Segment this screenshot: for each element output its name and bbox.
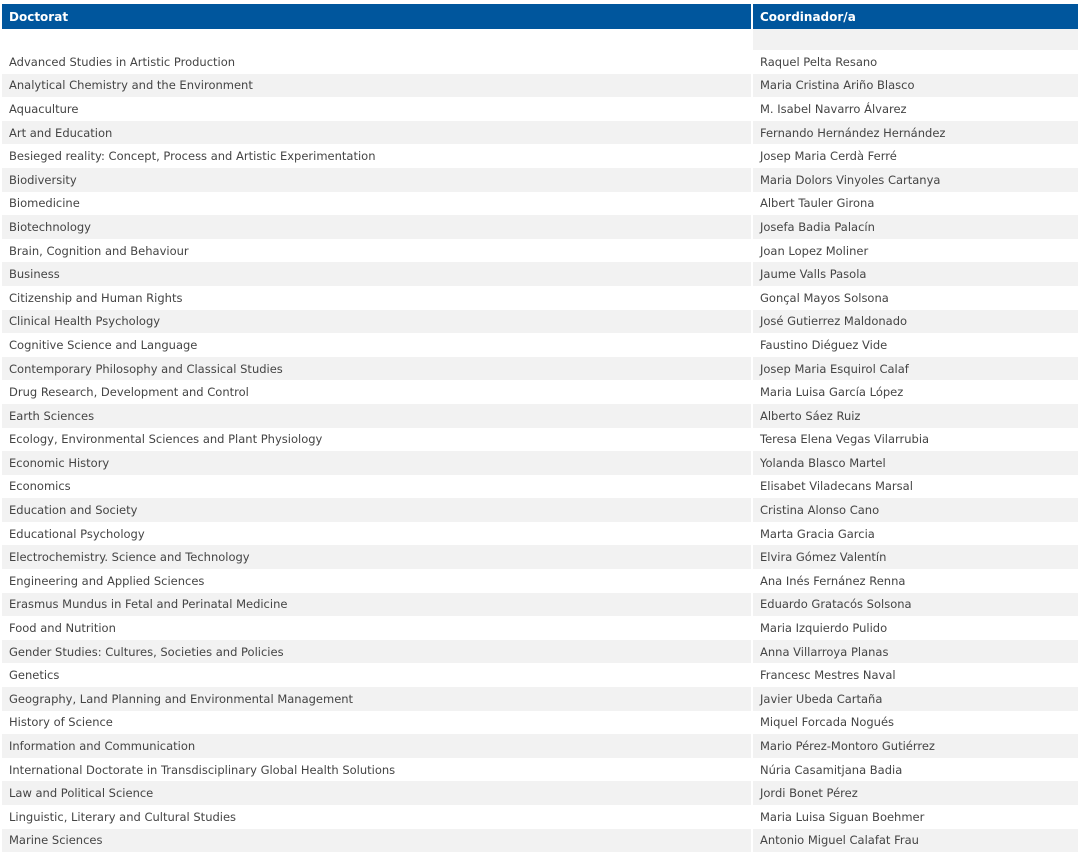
program-cell: Erasmus Mundus in Fetal and Perinatal Medicine [2, 593, 753, 617]
program-cell: History of Science [2, 711, 753, 735]
table-row [2, 239, 1078, 263]
table-row [2, 829, 1078, 852]
table-row [2, 97, 1078, 121]
table-row [2, 475, 1078, 499]
program-cell: International Doctorate in Transdisciplinary Global Health Solutions [2, 758, 753, 782]
table-row [2, 380, 1078, 404]
table-row [2, 121, 1078, 145]
coordinator-cell: M. Isabel Navarro Álvarez [753, 97, 1078, 121]
program-cell: Economics [2, 475, 753, 499]
program-cell: Clinical Health Psychology [2, 310, 753, 334]
coordinator-cell: Eduardo Gratacós Solsona [753, 593, 1078, 617]
column-header-doctorat[interactable]: Doctorat [2, 4, 753, 29]
coordinator-cell: Raquel Pelta Resano [753, 50, 1078, 74]
program-cell: Contemporary Philosophy and Classical Studies [2, 357, 753, 381]
program-cell: Brain, Cognition and Behaviour [2, 239, 753, 263]
coordinator-cell: Albert Tauler Girona [753, 192, 1078, 216]
coordinator-cell: Alberto Sáez Ruiz [753, 404, 1078, 428]
coordinator-cell: Maria Dolors Vinyoles Cartanya [753, 168, 1078, 192]
coordinator-cell: Francesc Mestres Naval [753, 663, 1078, 687]
table-row [2, 640, 1078, 664]
program-cell: Biomedicine [2, 192, 753, 216]
program-cell: Advanced Studies in Artistic Production [2, 50, 753, 74]
coordinator-cell: Faustino Diéguez Vide [753, 333, 1078, 357]
table-row [2, 451, 1078, 475]
program-cell: Educational Psychology [2, 522, 753, 546]
coordinator-cell: Maria Izquierdo Pulido [753, 616, 1078, 640]
table-spacer-row [2, 29, 1078, 50]
coordinator-cell: José Gutierrez Maldonado [753, 310, 1078, 334]
table-row [2, 545, 1078, 569]
table-row [2, 781, 1078, 805]
coordinator-cell: Anna Villarroya Planas [753, 640, 1078, 664]
program-cell: Gender Studies: Cultures, Societies and Policies [2, 640, 753, 664]
coordinator-cell: Marta Gracia Garcia [753, 522, 1078, 546]
coordinator-cell: Teresa Elena Vegas Vilarrubia [753, 428, 1078, 452]
program-cell: Information and Communication [2, 734, 753, 758]
column-header-coordinador[interactable]: Coordinador/a [753, 4, 1078, 29]
program-cell: Citizenship and Human Rights [2, 286, 753, 310]
program-cell: Biodiversity [2, 168, 753, 192]
program-cell: Earth Sciences [2, 404, 753, 428]
spacer-cell [753, 29, 1078, 50]
program-cell: Law and Political Science [2, 781, 753, 805]
program-cell: Besieged reality: Concept, Process and Artistic Experimentation [2, 144, 753, 168]
coordinator-cell: Maria Luisa Siguan Boehmer [753, 805, 1078, 829]
program-cell: Marine Sciences [2, 829, 753, 852]
table-row [2, 310, 1078, 334]
table-row [2, 593, 1078, 617]
table-row [2, 333, 1078, 357]
table-row [2, 286, 1078, 310]
program-cell: Geography, Land Planning and Environmental Management [2, 687, 753, 711]
table-row [2, 192, 1078, 216]
coordinator-cell: Jordi Bonet Pérez [753, 781, 1078, 805]
program-cell: Education and Society [2, 498, 753, 522]
table-row [2, 404, 1078, 428]
table-row [2, 522, 1078, 546]
table-row [2, 758, 1078, 782]
program-cell: Electrochemistry. Science and Technology [2, 545, 753, 569]
program-cell: Drug Research, Development and Control [2, 380, 753, 404]
program-cell: Genetics [2, 663, 753, 687]
coordinator-cell: Núria Casamitjana Badia [753, 758, 1078, 782]
coordinator-cell: Miquel Forcada Nogués [753, 711, 1078, 735]
table-row [2, 262, 1078, 286]
table-row [2, 215, 1078, 239]
table-row [2, 711, 1078, 735]
coordinator-cell: Yolanda Blasco Martel [753, 451, 1078, 475]
coordinator-cell: Elvira Gómez Valentín [753, 545, 1078, 569]
table-row [2, 805, 1078, 829]
coordinator-cell: Joan Lopez Moliner [753, 239, 1078, 263]
table-row [2, 734, 1078, 758]
coordinator-cell: Maria Cristina Ariño Blasco [753, 74, 1078, 98]
coordinator-cell: Ana Inés Fernánez Renna [753, 569, 1078, 593]
table-row [2, 616, 1078, 640]
coordinator-cell: Elisabet Viladecans Marsal [753, 475, 1078, 499]
spacer-cell [2, 29, 753, 50]
coordinator-cell: Fernando Hernández Hernández [753, 121, 1078, 145]
table-header-row [2, 4, 1078, 29]
coordinator-cell: Maria Luisa García López [753, 380, 1078, 404]
table-row [2, 357, 1078, 381]
coordinator-cell: Cristina Alonso Cano [753, 498, 1078, 522]
table-row [2, 144, 1078, 168]
coordinator-cell: Jaume Valls Pasola [753, 262, 1078, 286]
program-cell: Aquaculture [2, 97, 753, 121]
table-row [2, 428, 1078, 452]
doctorate-coordinators-table [2, 4, 1078, 852]
program-cell: Analytical Chemistry and the Environment [2, 74, 753, 98]
program-cell: Biotechnology [2, 215, 753, 239]
program-cell: Economic History [2, 451, 753, 475]
table-row [2, 50, 1078, 74]
coordinator-cell: Josep Maria Esquirol Calaf [753, 357, 1078, 381]
table-row [2, 663, 1078, 687]
program-cell: Cognitive Science and Language [2, 333, 753, 357]
table-row [2, 687, 1078, 711]
program-cell: Food and Nutrition [2, 616, 753, 640]
table-row [2, 74, 1078, 98]
program-cell: Linguistic, Literary and Cultural Studies [2, 805, 753, 829]
program-cell: Engineering and Applied Sciences [2, 569, 753, 593]
table-row [2, 569, 1078, 593]
program-cell: Ecology, Environmental Sciences and Plant Physiology [2, 428, 753, 452]
table-row [2, 168, 1078, 192]
coordinator-cell: Javier Ubeda Cartaña [753, 687, 1078, 711]
program-cell: Art and Education [2, 121, 753, 145]
coordinator-cell: Josefa Badia Palacín [753, 215, 1078, 239]
coordinator-cell: Mario Pérez-Montoro Gutiérrez [753, 734, 1078, 758]
coordinator-cell: Gonçal Mayos Solsona [753, 286, 1078, 310]
table-row [2, 498, 1078, 522]
coordinator-cell: Antonio Miguel Calafat Frau [753, 829, 1078, 852]
program-cell: Business [2, 262, 753, 286]
coordinator-cell: Josep Maria Cerdà Ferré [753, 144, 1078, 168]
